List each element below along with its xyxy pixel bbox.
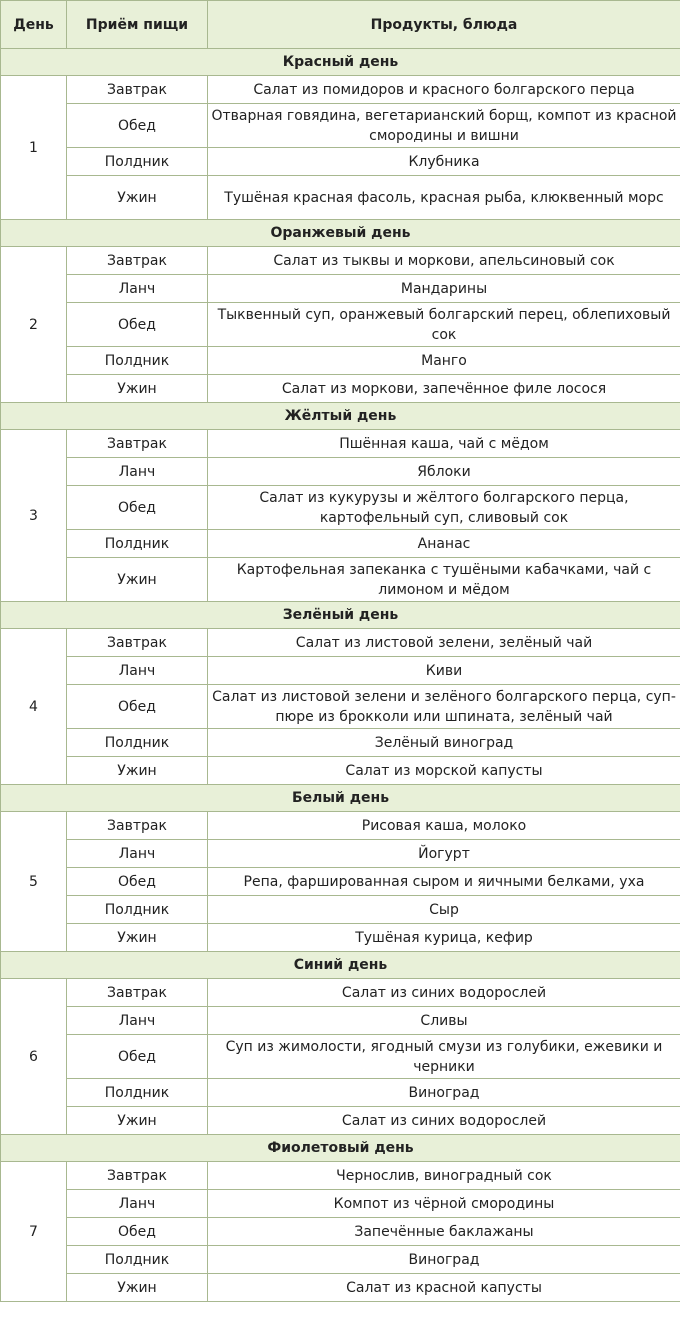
meal-name: Обед [67, 303, 208, 347]
meal-dishes: Яблоки [208, 458, 680, 486]
section-title: Белый день [1, 785, 680, 812]
section-row [1, 403, 680, 430]
table-row [1, 275, 680, 303]
table-row [1, 685, 680, 729]
meal-dishes: Суп из жимолости, ягодный смузи из голубики, ежевики и черники [208, 1035, 680, 1079]
day-number: 3 [1, 430, 67, 602]
day-number: 7 [1, 1162, 67, 1302]
meal-name: Ланч [67, 840, 208, 868]
table-row [1, 657, 680, 685]
section-row [1, 49, 680, 76]
meal-name: Полдник [67, 530, 208, 558]
table-row [1, 1079, 680, 1107]
meal-dishes: Манго [208, 347, 680, 375]
meal-name: Ланч [67, 458, 208, 486]
meal-name: Обед [67, 1218, 208, 1246]
meal-dishes: Салат из синих водорослей [208, 1107, 680, 1135]
section-title: Оранжевый день [1, 220, 680, 247]
meal-name: Обед [67, 1035, 208, 1079]
meal-dishes: Салат из синих водорослей [208, 979, 680, 1007]
meal-name: Завтрак [67, 812, 208, 840]
table-row [1, 1162, 680, 1190]
meal-dishes: Тушёная красная фасоль, красная рыба, клюквенный морс [208, 176, 680, 220]
table-row [1, 530, 680, 558]
meal-dishes: Картофельная запеканка с тушёными кабачками, чай с лимоном и мёдом [208, 558, 680, 602]
header-meal: Приём пищи [67, 1, 208, 49]
meal-dishes: Рисовая каша, молоко [208, 812, 680, 840]
meal-name: Ужин [67, 1274, 208, 1302]
table-row [1, 924, 680, 952]
meal-name: Обед [67, 868, 208, 896]
table-row [1, 303, 680, 347]
table-row [1, 629, 680, 657]
day-number: 5 [1, 812, 67, 952]
section-row [1, 785, 680, 812]
table-row [1, 176, 680, 220]
meal-dishes: Салат из листовой зелени, зелёный чай [208, 629, 680, 657]
meal-name: Полдник [67, 1079, 208, 1107]
meal-dishes: Салат из моркови, запечённое филе лосося [208, 375, 680, 403]
meal-dishes: Ананас [208, 530, 680, 558]
day-number: 1 [1, 76, 67, 220]
meal-dishes: Виноград [208, 1246, 680, 1274]
table-row [1, 979, 680, 1007]
table-row [1, 486, 680, 530]
meal-name: Завтрак [67, 629, 208, 657]
table-row [1, 1218, 680, 1246]
meal-dishes: Йогурт [208, 840, 680, 868]
table-row [1, 1274, 680, 1302]
table-row [1, 247, 680, 275]
meal-name: Обед [67, 486, 208, 530]
table-row [1, 76, 680, 104]
header-dishes: Продукты, блюда [208, 1, 680, 49]
meal-dishes: Сыр [208, 896, 680, 924]
meal-name: Полдник [67, 148, 208, 176]
table-row [1, 812, 680, 840]
meal-name: Полдник [67, 896, 208, 924]
section-title: Синий день [1, 952, 680, 979]
meal-name: Ужин [67, 757, 208, 785]
meal-name: Полдник [67, 347, 208, 375]
section-title: Жёлтый день [1, 403, 680, 430]
section-title: Зелёный день [1, 602, 680, 629]
header-day: День [1, 1, 67, 49]
meal-dishes: Киви [208, 657, 680, 685]
meal-dishes: Пшённая каша, чай с мёдом [208, 430, 680, 458]
meal-dishes: Чернослив, виноградный сок [208, 1162, 680, 1190]
meal-dishes: Клубника [208, 148, 680, 176]
meal-dishes: Запечённые баклажаны [208, 1218, 680, 1246]
section-row [1, 220, 680, 247]
section-row [1, 952, 680, 979]
meal-name: Ужин [67, 375, 208, 403]
section-title: Фиолетовый день [1, 1135, 680, 1162]
meal-name: Ужин [67, 1107, 208, 1135]
meal-name: Ужин [67, 558, 208, 602]
table-row [1, 347, 680, 375]
meal-name: Полдник [67, 1246, 208, 1274]
table-row [1, 558, 680, 602]
table-row [1, 458, 680, 486]
meal-name: Ланч [67, 275, 208, 303]
meal-name: Полдник [67, 729, 208, 757]
table-row [1, 375, 680, 403]
table-row [1, 430, 680, 458]
section-row [1, 1135, 680, 1162]
section-row [1, 602, 680, 629]
meal-dishes: Компот из чёрной смородины [208, 1190, 680, 1218]
meal-dishes: Отварная говядина, вегетарианский борщ, компот из красной смородины и вишни [208, 104, 680, 148]
meal-dishes: Мандарины [208, 275, 680, 303]
header-row [1, 1, 680, 49]
table-body [1, 49, 680, 1302]
meal-dishes: Салат из кукурузы и жёлтого болгарского перца, картофельный суп, сливовый сок [208, 486, 680, 530]
meal-dishes: Салат из красной капусты [208, 1274, 680, 1302]
day-number: 6 [1, 979, 67, 1135]
meal-name: Ужин [67, 176, 208, 220]
meal-name: Завтрак [67, 430, 208, 458]
table-row [1, 896, 680, 924]
meal-dishes: Виноград [208, 1079, 680, 1107]
table-row [1, 757, 680, 785]
meal-name: Ланч [67, 1007, 208, 1035]
table-row [1, 729, 680, 757]
section-title: Красный день [1, 49, 680, 76]
meal-name: Завтрак [67, 979, 208, 1007]
day-number: 4 [1, 629, 67, 785]
day-number: 2 [1, 247, 67, 403]
table-row [1, 1035, 680, 1079]
meal-dishes: Тушёная курица, кефир [208, 924, 680, 952]
meal-dishes: Салат из морской капусты [208, 757, 680, 785]
meal-dishes: Тыквенный суп, оранжевый болгарский перец, облепиховый сок [208, 303, 680, 347]
table-row [1, 148, 680, 176]
table-row [1, 104, 680, 148]
meal-dishes: Салат из тыквы и моркови, апельсиновый сок [208, 247, 680, 275]
table-row [1, 1246, 680, 1274]
meal-name: Обед [67, 104, 208, 148]
table-row [1, 840, 680, 868]
meal-name: Завтрак [67, 76, 208, 104]
meal-dishes: Сливы [208, 1007, 680, 1035]
meal-dishes: Салат из листовой зелени и зелёного болгарского перца, суп-пюре из брокколи или шпината, зелёный чай [208, 685, 680, 729]
meal-name: Завтрак [67, 247, 208, 275]
table-row [1, 1107, 680, 1135]
meal-name: Завтрак [67, 1162, 208, 1190]
meal-dishes: Репа, фаршированная сыром и яичными белками, уха [208, 868, 680, 896]
table-row [1, 868, 680, 896]
meal-name: Ужин [67, 924, 208, 952]
meal-dishes: Зелёный виноград [208, 729, 680, 757]
meal-dishes: Салат из помидоров и красного болгарского перца [208, 76, 680, 104]
table-row [1, 1190, 680, 1218]
table-row [1, 1007, 680, 1035]
meal-name: Обед [67, 685, 208, 729]
meal-name: Ланч [67, 657, 208, 685]
meal-name: Ланч [67, 1190, 208, 1218]
